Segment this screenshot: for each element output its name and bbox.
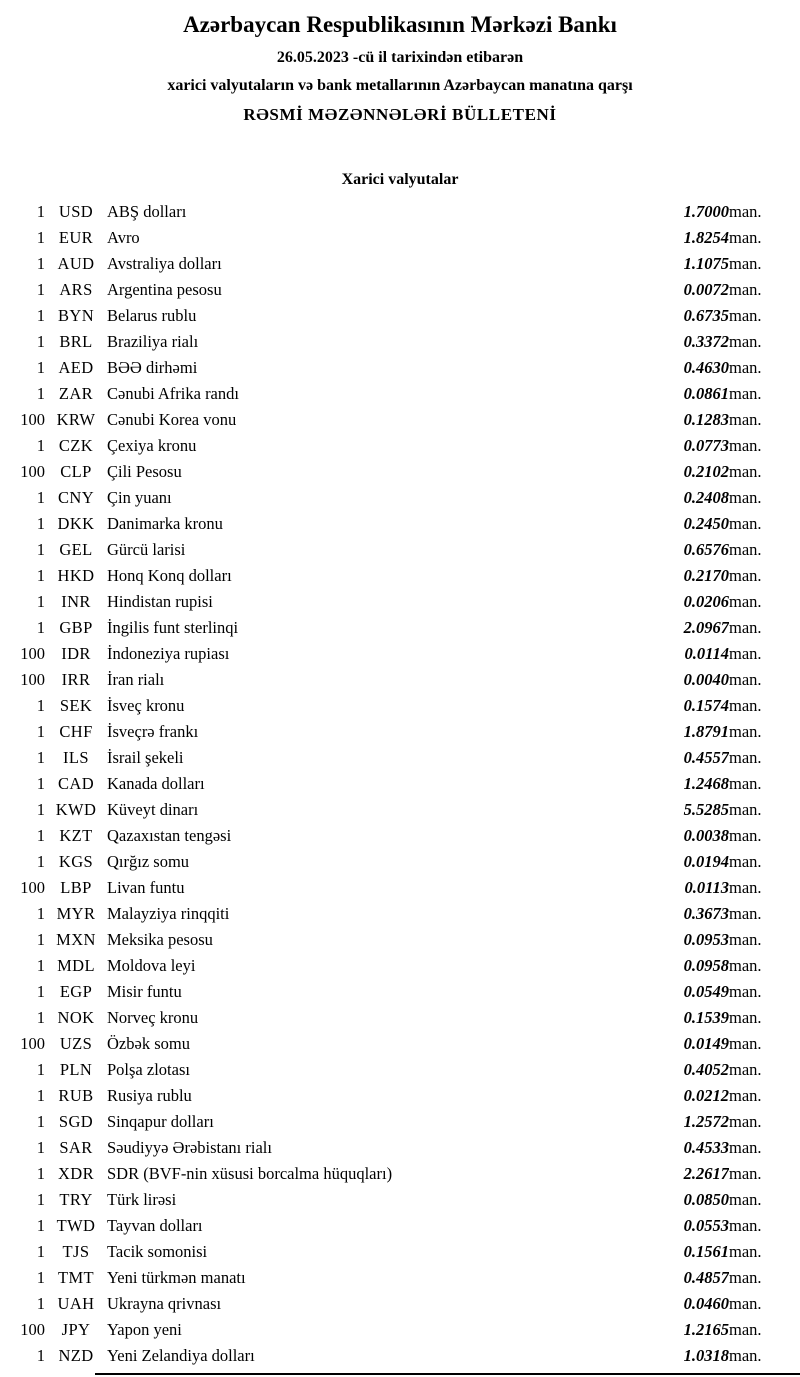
rate-unit: man. <box>729 955 762 975</box>
rate-value: 0.2170 <box>683 565 729 585</box>
table-row <box>15 1187 785 1213</box>
rate-quantity: 1 <box>36 227 45 247</box>
currency-name: Misir funtu <box>107 981 182 1001</box>
rate-quantity: 1 <box>36 747 45 767</box>
table-row <box>15 563 785 589</box>
rate-value: 0.0149 <box>683 1033 729 1053</box>
rate-quantity: 1 <box>36 487 45 507</box>
table-row <box>15 927 785 953</box>
rate-value: 0.1283 <box>683 409 729 429</box>
table-row <box>15 641 785 667</box>
table-row <box>15 667 785 693</box>
rate-unit: man. <box>729 409 762 429</box>
currency-code: UAH <box>57 1293 95 1313</box>
rate-unit: man. <box>729 383 762 403</box>
currency-name: Ukrayna qrivnası <box>107 1293 222 1313</box>
rate-quantity: 100 <box>20 409 45 429</box>
table-row <box>15 1109 785 1135</box>
table-row <box>15 1135 785 1161</box>
rate-unit: man. <box>729 981 762 1001</box>
table-row <box>15 1291 785 1317</box>
rate-quantity: 1 <box>36 1293 45 1313</box>
rate-quantity: 1 <box>36 1137 45 1157</box>
rate-value: 0.0953 <box>683 929 729 949</box>
rate-quantity: 1 <box>36 773 45 793</box>
currency-name: Gürcü larisi <box>107 539 186 559</box>
currency-name: Çili Pesosu <box>107 461 182 481</box>
currency-code: KZT <box>59 825 93 845</box>
currency-code: RUB <box>58 1085 94 1105</box>
rate-quantity: 1 <box>36 1215 45 1235</box>
rate-quantity: 1 <box>36 955 45 975</box>
currency-code: EUR <box>58 227 94 247</box>
currency-name: Norveç kronu <box>107 1007 199 1027</box>
rate-unit: man. <box>729 461 762 481</box>
table-row <box>15 615 785 641</box>
rate-value: 0.1561 <box>683 1241 729 1261</box>
rate-value: 0.2408 <box>683 487 729 507</box>
table-row <box>15 797 785 823</box>
rate-value: 5.5285 <box>683 799 729 819</box>
rate-quantity: 1 <box>36 539 45 559</box>
currency-code: SAR <box>59 1137 93 1157</box>
currency-code: TJS <box>62 1241 90 1261</box>
rate-unit: man. <box>729 825 762 845</box>
currency-code: CNY <box>57 487 95 507</box>
currency-name: Sinqapur dolları <box>107 1111 214 1131</box>
currency-code: TMT <box>57 1267 95 1287</box>
table-row <box>15 225 785 251</box>
currency-code: MDL <box>57 955 95 975</box>
rate-quantity: 1 <box>36 1007 45 1027</box>
effective-date: 26.05.2023 -cü il tarixindən etibarən <box>276 48 524 66</box>
exchange-rates-body <box>15 199 785 1369</box>
rate-quantity: 1 <box>36 1085 45 1105</box>
rate-unit: man. <box>729 929 762 949</box>
currency-name: Livan funtu <box>107 877 185 897</box>
rate-quantity: 100 <box>20 461 45 481</box>
rate-value: 0.4557 <box>683 747 729 767</box>
rate-unit: man. <box>729 1215 762 1235</box>
currency-code: INR <box>61 591 91 611</box>
table-row <box>15 719 785 745</box>
currency-code: LBP <box>60 877 92 897</box>
rate-unit: man. <box>729 1085 762 1105</box>
currency-code: EGP <box>59 981 93 1001</box>
rate-unit: man. <box>729 1241 762 1261</box>
currency-name: Moldova leyi <box>107 955 196 975</box>
document-title: Azərbaycan Respublikasının Mərkəzi Bankı <box>183 12 617 37</box>
table-row <box>15 459 785 485</box>
currency-name: İsrail şekeli <box>107 747 184 767</box>
rate-unit: man. <box>729 1189 762 1209</box>
rate-unit: man. <box>729 1007 762 1027</box>
rate-quantity: 1 <box>36 1267 45 1287</box>
rate-unit: man. <box>729 643 762 663</box>
currency-code: BRL <box>59 331 93 351</box>
currency-name: İsveçrə frankı <box>107 721 199 741</box>
currency-code: BYN <box>57 305 95 325</box>
rate-value: 0.0549 <box>683 981 729 1001</box>
currency-name: Özbək somu <box>107 1033 190 1053</box>
rate-unit: man. <box>729 747 762 767</box>
rate-unit: man. <box>729 305 762 325</box>
rate-unit: man. <box>729 695 762 715</box>
table-row <box>15 199 785 225</box>
rate-quantity: 1 <box>36 851 45 871</box>
rate-unit: man. <box>729 279 762 299</box>
currency-code: CZK <box>58 435 94 455</box>
currency-name: Tayvan dolları <box>107 1215 203 1235</box>
currency-code: USD <box>58 201 94 221</box>
rate-unit: man. <box>729 513 762 533</box>
currency-name: Belarus rublu <box>107 305 197 325</box>
table-row <box>15 979 785 1005</box>
currency-name: Çin yuanı <box>107 487 172 507</box>
currency-code: KRW <box>56 409 96 429</box>
currency-code: MYR <box>56 903 96 923</box>
rate-unit: man. <box>729 487 762 507</box>
rate-unit: man. <box>729 539 762 559</box>
rate-quantity: 1 <box>36 253 45 273</box>
bulletin-heading: RƏSMİ MƏZƏNNƏLƏRİ BÜLLETENİ <box>243 105 557 125</box>
table-row <box>15 329 785 355</box>
table-row <box>15 849 785 875</box>
rate-unit: man. <box>729 799 762 819</box>
rate-quantity: 1 <box>36 565 45 585</box>
currency-code: AED <box>58 357 94 377</box>
rate-unit: man. <box>729 669 762 689</box>
rate-value: 0.0460 <box>683 1293 729 1313</box>
rate-value: 1.8791 <box>683 721 729 741</box>
currency-code: DKK <box>57 513 95 533</box>
rate-quantity: 1 <box>36 383 45 403</box>
table-row <box>15 1239 785 1265</box>
rate-quantity: 1 <box>36 929 45 949</box>
rate-quantity: 1 <box>36 981 45 1001</box>
table-row <box>15 823 785 849</box>
currency-code: TWD <box>56 1215 96 1235</box>
document-subtitle: xarici valyutaların və bank metallarının Azərbaycan manatına qarşı <box>167 77 633 95</box>
table-row <box>15 901 785 927</box>
table-row <box>15 485 785 511</box>
table-row <box>15 953 785 979</box>
rate-quantity: 1 <box>36 331 45 351</box>
rate-unit: man. <box>729 435 762 455</box>
currency-name: Polşa zlotası <box>107 1059 190 1079</box>
currency-code: ARS <box>59 279 93 299</box>
currency-code: MXN <box>56 929 96 949</box>
rate-value: 0.0206 <box>683 591 729 611</box>
rate-value: 1.2572 <box>683 1111 729 1131</box>
rate-quantity: 100 <box>20 877 45 897</box>
rate-unit: man. <box>729 1267 762 1287</box>
page-bottom-rule <box>95 1373 800 1375</box>
rate-quantity: 1 <box>36 591 45 611</box>
rate-unit: man. <box>729 1293 762 1313</box>
rate-value: 0.0850 <box>683 1189 729 1209</box>
currency-code: JPY <box>61 1319 91 1339</box>
currency-code: IDR <box>61 643 91 663</box>
currency-code: CLP <box>60 461 92 481</box>
rate-quantity: 100 <box>20 1033 45 1053</box>
rate-quantity: 100 <box>20 643 45 663</box>
rate-unit: man. <box>729 617 762 637</box>
currency-name: Yapon yeni <box>107 1319 182 1339</box>
rate-unit: man. <box>729 227 762 247</box>
rate-value: 2.0967 <box>683 617 729 637</box>
currency-code: GBP <box>59 617 93 637</box>
rate-quantity: 1 <box>36 799 45 819</box>
currency-name: İsveç kronu <box>107 695 185 715</box>
rate-value: 1.2165 <box>683 1319 729 1339</box>
currency-name: Hindistan rupisi <box>107 591 213 611</box>
rate-unit: man. <box>729 877 762 897</box>
rate-value: 0.6576 <box>683 539 729 559</box>
rate-quantity: 1 <box>36 279 45 299</box>
table-row <box>15 407 785 433</box>
rate-value: 1.2468 <box>683 773 729 793</box>
currency-name: ABŞ dolları <box>107 201 187 221</box>
rate-unit: man. <box>729 721 762 741</box>
table-row <box>15 433 785 459</box>
table-row <box>15 1213 785 1239</box>
section-title-foreign-currencies: Xarici valyutalar <box>341 171 459 189</box>
rate-value: 0.2102 <box>683 461 729 481</box>
table-row <box>15 1317 785 1343</box>
currency-code: TRY <box>59 1189 93 1209</box>
currency-code: CAD <box>57 773 95 793</box>
rate-value: 1.7000 <box>683 201 729 221</box>
table-row <box>15 303 785 329</box>
rate-quantity: 1 <box>36 305 45 325</box>
currency-code: ZAR <box>58 383 94 403</box>
currency-name: Cənubi Korea vonu <box>107 409 237 429</box>
rate-unit: man. <box>729 903 762 923</box>
currency-name: Səudiyyə Ərəbistanı rialı <box>107 1137 272 1157</box>
currency-name: Meksika pesosu <box>107 929 213 949</box>
rate-value: 0.1574 <box>683 695 729 715</box>
table-row <box>15 1265 785 1291</box>
rate-value: 2.2617 <box>683 1163 729 1183</box>
currency-code: KWD <box>55 799 97 819</box>
table-row <box>15 537 785 563</box>
rate-value: 0.0194 <box>683 851 729 871</box>
rate-unit: man. <box>729 1345 762 1365</box>
rate-value: 0.0958 <box>683 955 729 975</box>
rate-value: 0.1539 <box>683 1007 729 1027</box>
currency-name: Cənubi Afrika randı <box>107 383 239 403</box>
rate-value: 1.1075 <box>683 253 729 273</box>
rate-value: 0.0113 <box>684 877 729 897</box>
rate-value: 1.0318 <box>683 1345 729 1365</box>
rate-quantity: 1 <box>36 357 45 377</box>
rate-unit: man. <box>729 357 762 377</box>
rate-unit: man. <box>729 253 762 273</box>
rate-value: 1.8254 <box>683 227 729 247</box>
currency-name: Kanada dolları <box>107 773 205 793</box>
currency-name: SDR (BVF-nin xüsusi borcalma hüquqları) <box>107 1163 393 1183</box>
currency-name: Çexiya kronu <box>107 435 197 455</box>
table-row <box>15 1161 785 1187</box>
currency-name: İndoneziya rupiası <box>107 643 230 663</box>
table-row <box>15 771 785 797</box>
currency-name: Yeni türkmən manatı <box>107 1267 246 1287</box>
table-row <box>15 693 785 719</box>
rate-unit: man. <box>729 1319 762 1339</box>
table-row <box>15 589 785 615</box>
currency-name: Küveyt dinarı <box>107 799 199 819</box>
table-row <box>15 745 785 771</box>
rate-quantity: 1 <box>36 201 45 221</box>
table-row <box>15 511 785 537</box>
rate-quantity: 1 <box>36 1059 45 1079</box>
rate-value: 0.4533 <box>683 1137 729 1157</box>
table-row <box>15 381 785 407</box>
rate-quantity: 1 <box>36 513 45 533</box>
currency-code: NZD <box>58 1345 94 1365</box>
rate-quantity: 1 <box>36 695 45 715</box>
currency-code: KGS <box>58 851 94 871</box>
rate-value: 0.0038 <box>683 825 729 845</box>
rate-value: 0.0040 <box>683 669 729 689</box>
currency-name: Türk lirəsi <box>107 1189 177 1209</box>
table-row <box>15 355 785 381</box>
rate-unit: man. <box>729 1033 762 1053</box>
rate-unit: man. <box>729 201 762 221</box>
currency-name: Tacik somonisi <box>107 1241 208 1261</box>
currency-name: Yeni Zelandiya dolları <box>107 1345 255 1365</box>
currency-name: Rusiya rublu <box>107 1085 192 1105</box>
rate-quantity: 1 <box>36 825 45 845</box>
rate-value: 0.3673 <box>683 903 729 923</box>
currency-code: SGD <box>58 1111 94 1131</box>
currency-code: ILS <box>63 747 89 767</box>
rate-quantity: 1 <box>36 1241 45 1261</box>
currency-name: İngilis funt sterlinqi <box>107 617 239 637</box>
rate-value: 0.6735 <box>683 305 729 325</box>
rate-quantity: 1 <box>36 1163 45 1183</box>
rate-unit: man. <box>729 1059 762 1079</box>
rate-quantity: 1 <box>36 1345 45 1365</box>
table-row <box>15 875 785 901</box>
currency-code: HKD <box>57 565 95 585</box>
currency-name: Argentina pesosu <box>107 279 222 299</box>
rate-unit: man. <box>729 1163 762 1183</box>
rate-value: 0.4052 <box>683 1059 729 1079</box>
rate-value: 0.2450 <box>683 513 729 533</box>
currency-name: Danimarka kronu <box>107 513 223 533</box>
table-row <box>15 1343 785 1369</box>
currency-name: İran rialı <box>107 669 165 689</box>
currency-name: Malayziya rinqqiti <box>107 903 230 923</box>
currency-name: Honq Konq dolları <box>107 565 232 585</box>
rate-quantity: 1 <box>36 1111 45 1131</box>
rate-unit: man. <box>729 1137 762 1157</box>
currency-code: GEL <box>59 539 93 559</box>
table-row <box>15 1005 785 1031</box>
currency-name: Qırğız somu <box>107 851 190 871</box>
rate-quantity: 100 <box>20 669 45 689</box>
table-row <box>15 251 785 277</box>
rate-quantity: 1 <box>36 903 45 923</box>
table-row <box>15 1083 785 1109</box>
currency-code: SEK <box>59 695 93 715</box>
rate-value: 0.4857 <box>683 1267 729 1287</box>
rate-value: 0.0553 <box>683 1215 729 1235</box>
table-row <box>15 1031 785 1057</box>
currency-code: NOK <box>57 1007 95 1027</box>
currency-code: CHF <box>59 721 93 741</box>
table-row <box>15 277 785 303</box>
currency-name: Qazaxıstan tengəsi <box>107 825 232 845</box>
currency-code: IRR <box>61 669 91 689</box>
table-row <box>15 1057 785 1083</box>
rate-value: 0.0072 <box>683 279 729 299</box>
rate-quantity: 1 <box>36 435 45 455</box>
rate-unit: man. <box>729 591 762 611</box>
rate-quantity: 100 <box>20 1319 45 1339</box>
rate-value: 0.0773 <box>683 435 729 455</box>
currency-name: Avro <box>107 227 140 247</box>
currency-code: AUD <box>57 253 95 273</box>
currency-code: UZS <box>59 1033 93 1053</box>
rate-unit: man. <box>729 773 762 793</box>
currency-name: BƏƏ dirhəmi <box>107 357 198 377</box>
currency-name: Braziliya rialı <box>107 331 199 351</box>
rate-value: 0.4630 <box>683 357 729 377</box>
rate-unit: man. <box>729 851 762 871</box>
rate-quantity: 1 <box>36 1189 45 1209</box>
rate-value: 0.0861 <box>683 383 729 403</box>
rate-value: 0.0114 <box>684 643 729 663</box>
currency-code: XDR <box>57 1163 95 1183</box>
rate-unit: man. <box>729 1111 762 1131</box>
currency-code: PLN <box>59 1059 93 1079</box>
rate-quantity: 1 <box>36 721 45 741</box>
rate-value: 0.0212 <box>683 1085 729 1105</box>
rate-value: 0.3372 <box>683 331 729 351</box>
rate-unit: man. <box>729 331 762 351</box>
currency-name: Avstraliya dolları <box>107 253 222 273</box>
rate-unit: man. <box>729 565 762 585</box>
rate-quantity: 1 <box>36 617 45 637</box>
exchange-rates-table <box>15 199 785 1369</box>
